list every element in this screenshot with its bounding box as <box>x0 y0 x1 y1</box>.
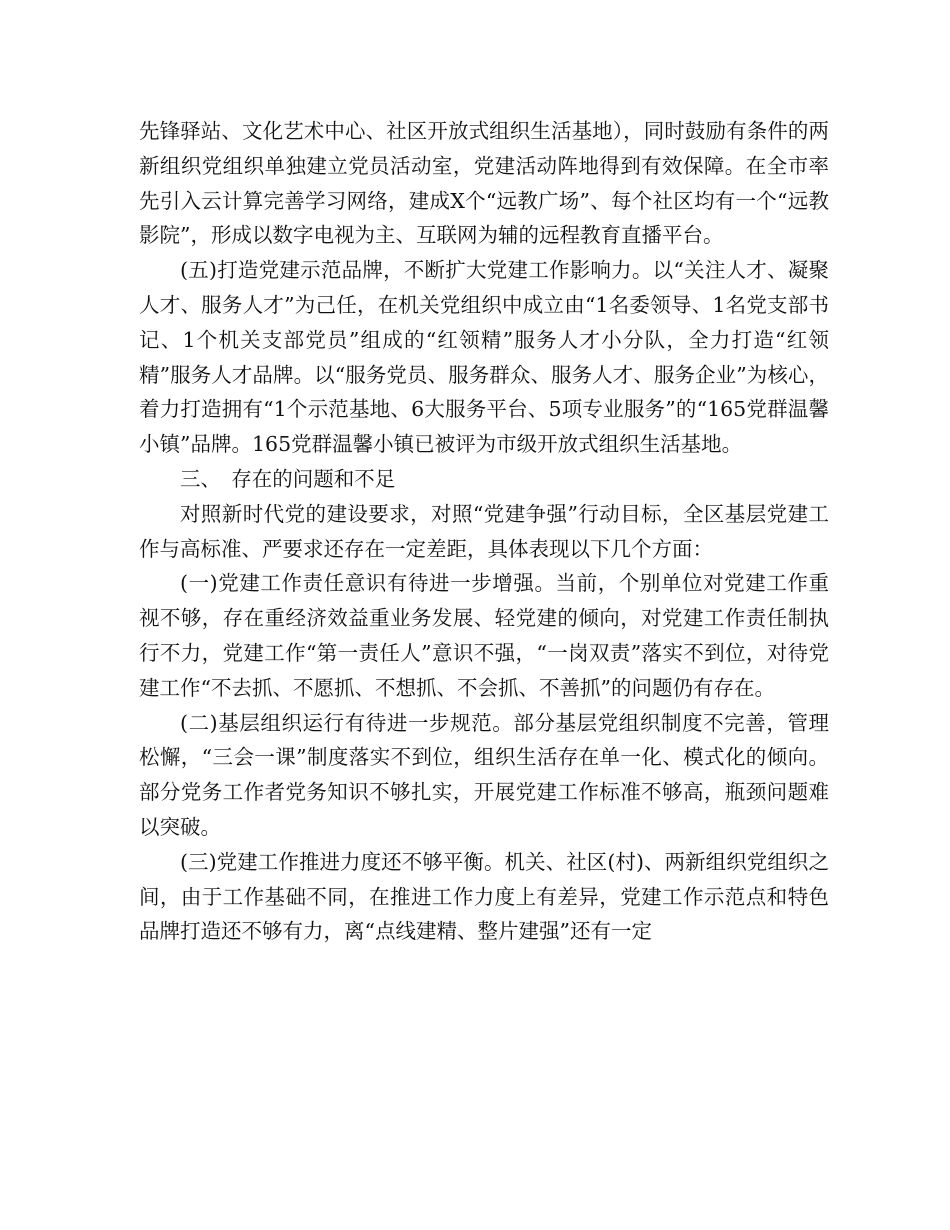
paragraph-problems-intro: 对照新时代党的建设要求，对照“党建争强”行动目标，全区基层党建工作与高标准、严要求还存在一定差距，具体表现以下几个方面： <box>139 501 829 561</box>
paragraph-item-two-organization: (二)基层组织运行有待进一步规范。部分基层党组织制度不完善，管理松懈，“三会一课”制度落实不到位，组织生活存在单一化、模式化的倾向。部分党务工作者党务知识不够扎实，开展党建工作标准不够高，瓶颈问题难以突破。 <box>139 710 829 839</box>
paragraph-continuation-facilities: 先锋驿站、文化艺术中心、社区开放式组织生活基地），同时鼓励有条件的两新组织党组织单独建立党员活动室，党建活动阵地得到有效保障。在全市率先引入云计算完善学习网络，建成X个“远教广场”、每个社区均有一个“远教影院”，形成以数字电视为主、互联网为辅的远程教育直播平台。 <box>139 119 829 248</box>
paragraph-item-five-brand: (五)打造党建示范品牌，不断扩大党建工作影响力。以“关注人才、凝聚人才、服务人才”为己任，在机关党组织中成立由“1名委领导、1名党支部书记、1个机关支部党员”组成的“红领精”服务人才小分队，全力打造“红领精”服务人才品牌。以“服务党员、服务群众、服务人才、服务企业”为核心，着力打造拥有“1个示范基地、6大服务平台、5项专业服务”的“165党群温馨小镇”品牌。165党群温馨小镇已被评为市级开放式组织生活基地。 <box>139 258 829 457</box>
paragraph-item-one-responsibility: (一)党建工作责任意识有待进一步增强。当前，个别单位对党建工作重视不够，存在重经济效益重业务发展、轻党建的倾向，对党建工作责任制执行不力，党建工作“第一责任人”意识不强，“一岗双责”落实不到位，对待党建工作“不去抓、不愿抓、不想抓、不会抓、不善抓”的问题仍有存在。 <box>139 571 829 700</box>
document-body <box>139 114 829 949</box>
section-heading-problems: 三、 存在的问题和不足 <box>180 466 396 491</box>
paragraph-item-three-balance: (三)党建工作推进力度还不够平衡。机关、社区(村)、两新组织党组织之间，由于工作基础不同，在推进工作力度上有差异，党建工作示范点和特色品牌打造还不够有力，离“点线建精、整片建强”还有一定 <box>139 849 829 944</box>
